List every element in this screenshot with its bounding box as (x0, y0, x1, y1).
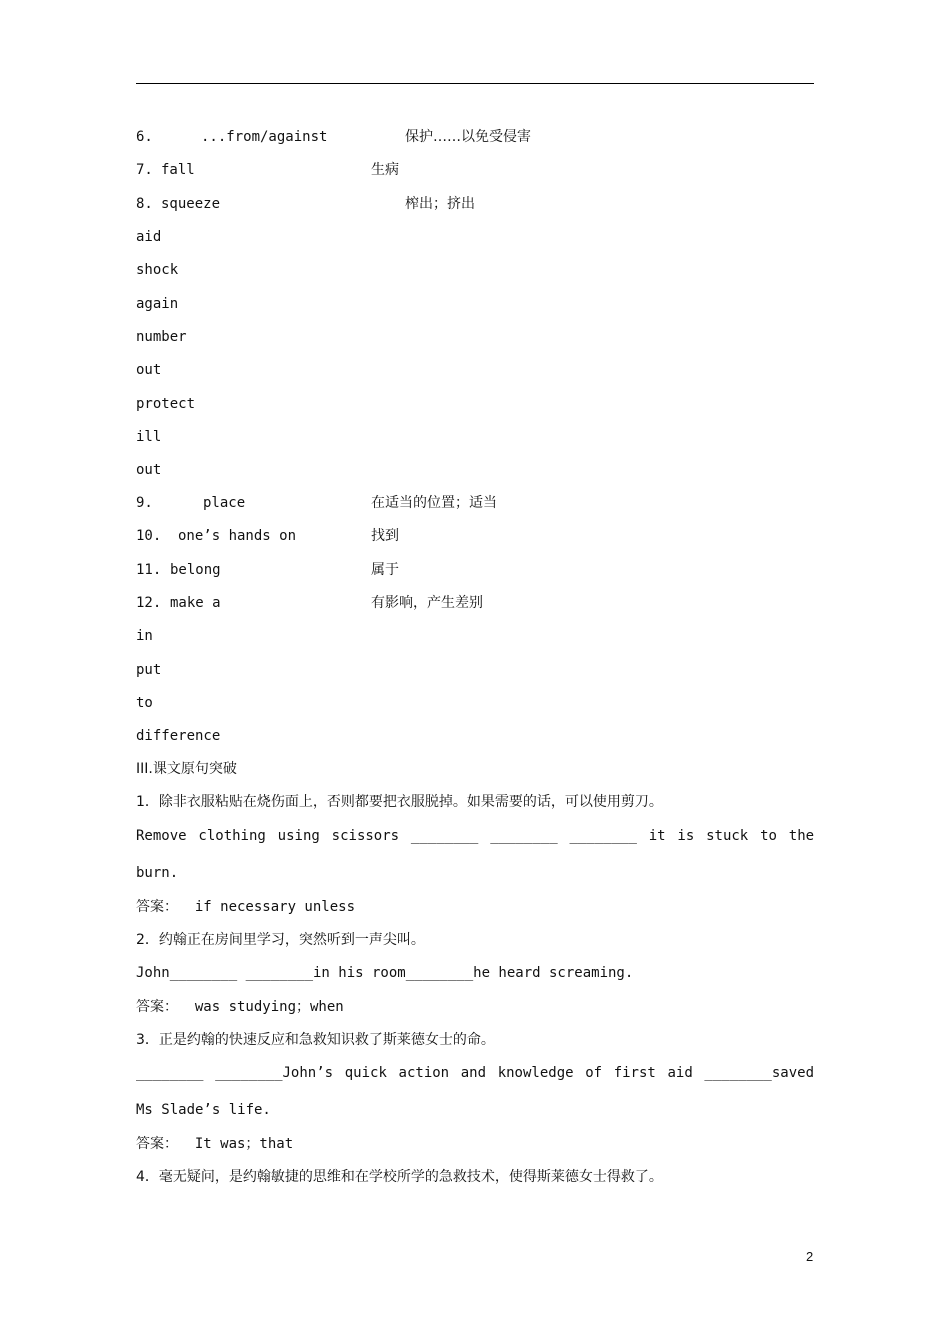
phrase-12-number: 12. (136, 595, 162, 611)
blank: ________ (136, 1065, 204, 1081)
sentence-1-english-line2: burn. (136, 865, 179, 881)
answer-word: shock (136, 262, 179, 278)
answer-word: out (136, 462, 162, 478)
sentence-2-english: John________ ________in his room________he heard screaming. (136, 965, 634, 981)
sentence-2-answer: 答案： was studying；when (136, 999, 344, 1015)
answer-word: protect (136, 396, 196, 412)
phrase-12-chinese: 有影响，产生差别 (371, 595, 483, 611)
sentence-2-chinese: 2．约翰正在房间里学习，突然听到一声尖叫。 (136, 932, 425, 948)
phrase-11-english: belong (170, 562, 221, 578)
answer-word: number (136, 329, 187, 345)
answer-word: aid (136, 229, 162, 245)
phrase-10-english: one’s hands on (178, 528, 297, 544)
phrase-8-chinese: 榨出；挤出 (405, 196, 475, 212)
phrase-11-number: 11. (136, 562, 162, 578)
section-title: III.课文原句突破 (136, 761, 237, 777)
blank: ________ (569, 828, 637, 844)
sentence-3-english-line1: ________ ________John’s quick action and knowledge of first aid ________saved (136, 1065, 814, 1081)
phrase-6-number: 6. (136, 129, 153, 145)
sentence-1-english-line1: Remove clothing using scissors ________ ________ ________ it is stuck to the (136, 828, 815, 844)
phrase-7-english: fall (161, 162, 195, 178)
phrase-10-number: 10. (136, 528, 162, 544)
phrase-9-chinese: 在适当的位置；适当 (371, 495, 497, 511)
answer-word: out (136, 362, 162, 378)
sentence-1-chinese: 1．除非衣服粘贴在烧伤面上，否则都要把衣服脱掉。如果需要的话，可以使用剪刀。 (136, 794, 663, 810)
phrase-12-english: make a (170, 595, 221, 611)
phrase-6-english: ...from/against (201, 129, 328, 145)
blank: ________ (490, 828, 558, 844)
phrase-6-chinese: 保护……以免受侵害 (405, 129, 531, 145)
answer-word: again (136, 296, 179, 312)
blank: ________ (410, 828, 479, 844)
phrase-8-english: squeeze (161, 196, 221, 212)
phrase-7-chinese: 生病 (371, 162, 399, 178)
header-rule (136, 83, 814, 84)
answer-word: to (136, 695, 153, 711)
answer-word: in (136, 628, 153, 644)
phrase-10-chinese: 找到 (371, 528, 399, 544)
sentence-3-english-line2: Ms Slade’s life. (136, 1102, 271, 1118)
phrase-9-english: place (203, 495, 246, 511)
sentence-3-answer: 答案： It was；that (136, 1136, 294, 1152)
phrase-11-chinese: 属于 (371, 562, 399, 578)
answer-word: put (136, 662, 162, 678)
phrase-7-number: 7. (136, 162, 153, 178)
phrase-9-number: 9. (136, 495, 153, 511)
phrase-8-number: 8. (136, 196, 153, 212)
page-number: 2 (806, 1249, 814, 1264)
sentence-1-answer: 答案： if necessary unless (136, 899, 356, 915)
answer-word: difference (136, 728, 221, 744)
sentence-3-chinese: 3．正是约翰的快速反应和急救知识救了斯莱德女士的命。 (136, 1032, 495, 1048)
answer-word: ill (136, 429, 162, 445)
sentence-4-chinese: 4．毫无疑问，是约翰敏捷的思维和在学校所学的急救技术，使得斯莱德女士得救了。 (136, 1169, 663, 1185)
